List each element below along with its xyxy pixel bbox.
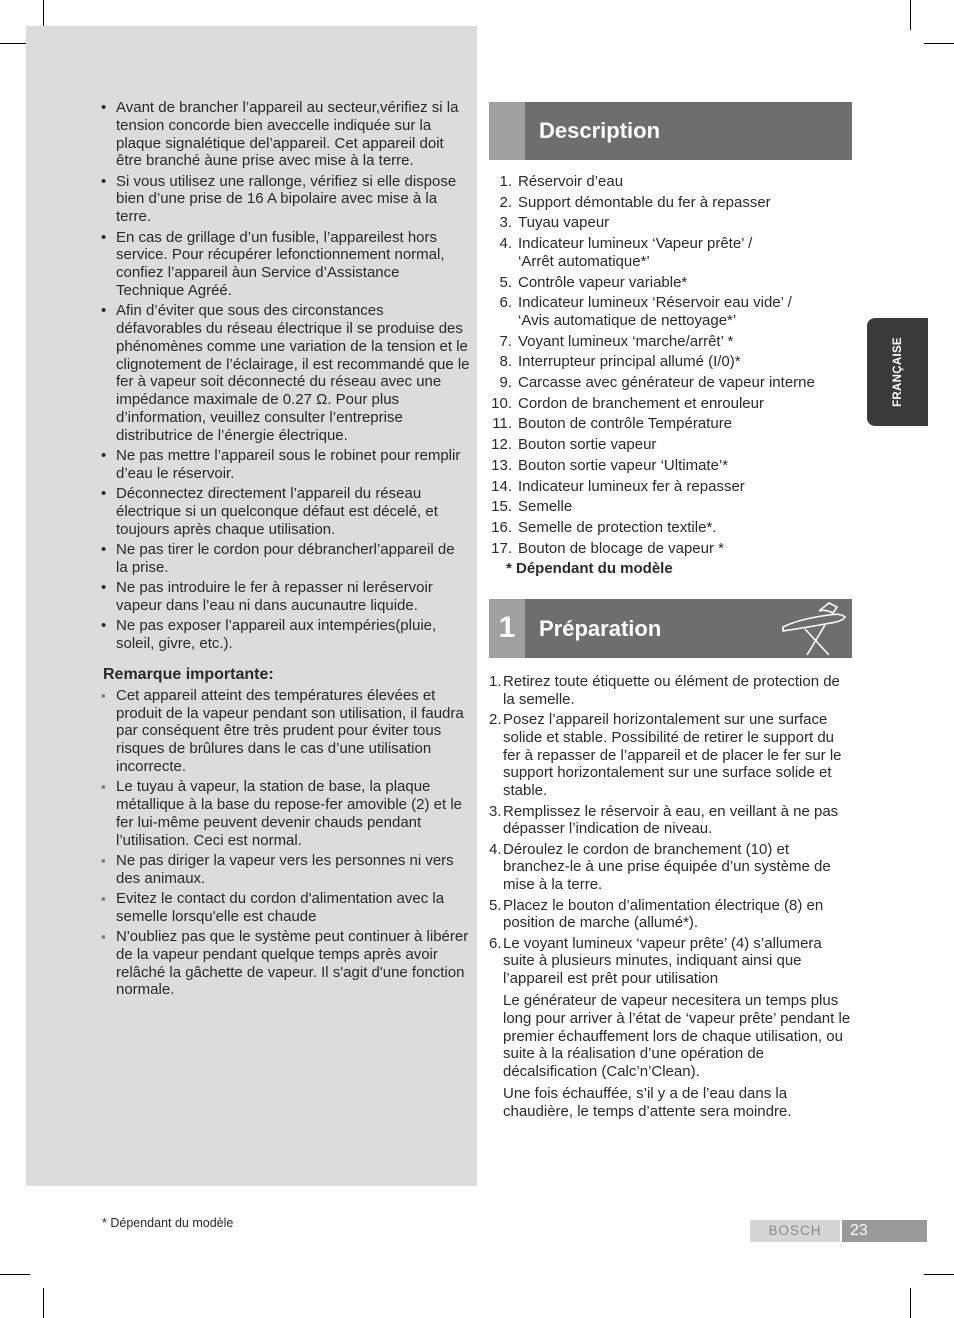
list-item: [489, 415, 852, 433]
item-number: 9.: [499, 374, 512, 392]
brand-label: BOSCH: [750, 1220, 840, 1242]
list-item: ▪ Le tuyau à vapeur, la station de base, la plaque métallique à la base du repose-fer amovible (2) et le fer lui-même peuvent devenir chauds pendant l’utilisation. Ceci est normal.: [100, 778, 470, 849]
list-item: • En cas de grillage d’un fusible, l’appareilest hors service. Pour récupérer lefonctionnement normal, confiez l’appareil àun Service d’Assistance Technique Agréé.: [100, 229, 470, 300]
list-item: [489, 498, 852, 516]
item-number: 2.: [499, 193, 512, 211]
list-item: [489, 294, 852, 330]
list-item: • Ne pas exposer l’appareil aux intempéries(pluie, soleil, givre, etc.).: [100, 617, 470, 653]
item-text: Contrôle vapeur variable*: [518, 273, 688, 291]
list-item: • Ne pas introduire le fer à repasser ni leréservoir vapeur dans l’eau ni dans aucunautre liquide.: [100, 579, 470, 615]
item-number: 1.: [499, 173, 512, 190]
step-text: Remplissez le réservoir à eau, en veillant à ne pas dépasser l’indication de niveau.: [503, 802, 839, 838]
item-number: 7.: [499, 332, 512, 350]
list-item: [489, 274, 852, 292]
description-list: [489, 173, 852, 557]
crop-mark: [924, 1274, 954, 1275]
list-item: [489, 540, 852, 558]
list-item: [489, 673, 852, 709]
item-text: Bouton de blocage de vapeur *: [518, 539, 724, 557]
item-number: 5.: [499, 273, 512, 291]
list-item: [489, 173, 852, 191]
item-text: Carcasse avec générateur de vapeur interne: [518, 374, 815, 392]
item-text: Voyant lumineux ‘marche/arrêt’ *: [518, 332, 734, 350]
crop-mark: [0, 1274, 30, 1275]
item-number: 8.: [499, 353, 512, 371]
list-item: • Déconnectez directement l’appareil du réseau électrique si un quelconque défaut est décelé, et toujours après chaque utilisation.: [100, 485, 470, 538]
list-item: • Avant de brancher l’appareil au secteur,vérifiez si la tension concorde bien aveccelle indiquée sur la plaque signalétique del’appareil. Cet appareil doit être branché àune prise avec mise à la terre.: [100, 99, 470, 170]
item-text: Bouton sortie vapeur ‘Ultimate’*: [518, 456, 729, 474]
item-text: Bouton de contrôle Température: [518, 415, 733, 433]
crop-mark: [43, 1288, 44, 1318]
item-number: 16.: [491, 518, 512, 536]
footnote: * Dépendant du modèle: [102, 1216, 234, 1230]
item-text: Cordon de branchement et enrouleur: [518, 394, 764, 412]
step-number: 3.: [489, 802, 502, 820]
item-text: Semelle de protection textile*.: [518, 518, 717, 536]
crop-mark: [924, 43, 954, 44]
list-item: [489, 235, 852, 271]
item-number: 3.: [499, 214, 512, 232]
preparation-steps: [489, 673, 852, 1121]
item-number: 12.: [491, 436, 512, 454]
step-text: Le voyant lumineux ‘vapeur prête’ (4) s’allumera suite à plusieurs minutes, indiquant ainsi que l’appareil est prêt pour utilisation: [503, 934, 822, 988]
page-footer: [750, 1220, 927, 1242]
list-item: [489, 935, 852, 1121]
list-item: ▪ Ne pas diriger la vapeur vers les personnes ni vers des animaux.: [100, 852, 470, 888]
list-item: [489, 194, 852, 212]
item-number: 6.: [499, 294, 512, 312]
list-item: [489, 803, 852, 839]
item-number: 17.: [491, 539, 512, 557]
list-item: [489, 519, 852, 537]
list-item: ▪ Cet appareil atteint des températures élevées et produit de la vapeur pendant son utilisation, il faudra par conséquent être très prudent pour éviter tous risques de brûlures dans le cas d’une utilisation incorrecte.: [100, 687, 470, 776]
item-number: 4.: [499, 235, 512, 253]
item-number: 13.: [491, 456, 512, 474]
item-text: Réservoir d’eau: [518, 173, 624, 190]
list-item: • Ne pas tirer le cordon pour débrancherl’appareil de la prise.: [100, 541, 470, 577]
description-title: Description: [539, 118, 661, 143]
description-header-tab: [489, 102, 525, 160]
list-item: [489, 214, 852, 232]
item-text: Tuyau vapeur: [518, 214, 610, 232]
list-item: [489, 711, 852, 800]
list-item: [489, 333, 852, 351]
list-item: [489, 841, 852, 894]
item-text: Support démontable du fer à repasser: [518, 193, 771, 211]
list-item: [489, 478, 852, 496]
step-number: 1.: [489, 673, 502, 690]
item-text: Indicateur lumineux fer à repasser: [518, 477, 745, 495]
item-number: 11.: [492, 415, 512, 433]
step-text: Déroulez le cordon de branchement (10) et branchez-le à une prise équipée d’un système de mise à la terre.: [503, 840, 831, 894]
preparation-header: [489, 599, 852, 658]
step-text: Placez le bouton d’alimentation électrique (8) en position de marche (allumé*).: [503, 896, 824, 932]
crop-mark: [910, 0, 911, 30]
model-note: * Dépendant du modèle: [506, 560, 673, 578]
item-number: 14.: [491, 477, 512, 495]
list-item: [489, 395, 852, 413]
item-text: Indicateur lumineux ‘Réservoir eau vide’ / ‘Avis automatique de nettoyage*’: [518, 294, 792, 330]
item-number: 15.: [491, 498, 512, 516]
list-item: ▪ Evitez le contact du cordon d'alimentation avec la semelle lorsqu'elle est chaude: [100, 890, 470, 926]
preparation-number: 1: [489, 599, 525, 658]
step-number: 6.: [489, 934, 502, 952]
preparation-section: [489, 673, 852, 1123]
step-number: 4.: [489, 840, 502, 858]
language-label: FRANÇAISE: [891, 337, 904, 407]
item-text: Semelle: [518, 498, 573, 516]
description-header: [489, 102, 852, 160]
remarque-heading: Remarque importante:: [103, 665, 274, 683]
preparation-title: Préparation: [539, 616, 662, 641]
crop-mark: [910, 1288, 911, 1318]
list-item: [489, 353, 852, 371]
safety-instructions: [100, 99, 470, 1002]
list-item: • Ne pas mettre l’appareil sous le robinet pour remplir d’eau le réservoir.: [100, 447, 470, 483]
item-text: Indicateur lumineux ‘Vapeur prête’ / ‘Arrêt automatique*’: [518, 235, 753, 270]
step-paragraph: Le générateur de vapeur necesitera un temps plus long pour arriver à l’état de ‘vapeur prête’ pendant le premier échauffement lors de chaque utilisation, ou suite à la réalisation d’une opération de décalsification (Calc’n’Clean).: [503, 992, 851, 1081]
item-text: Interrupteur principal allumé (I/0)*: [518, 353, 741, 371]
item-text: Bouton sortie vapeur: [518, 436, 657, 454]
language-tab: [867, 318, 928, 426]
step-number: 2.: [489, 711, 502, 729]
step-text: Retirez toute étiquette ou élément de protection de la semelle.: [503, 673, 840, 708]
description-section: [489, 173, 852, 578]
list-item: • Afin d’éviter que sous des circonstances défavorables du réseau électrique il se produise des phénomènes comme une variation de la tension et le clignotement de l’éclairage, il est recommandé que le fer à vapeur soit déconnecté du réseau avec une impédance maximale de 0.27 Ω. Pour plus d’information, veuillez consulter l’entreprise distributrice de l’énergie électrique.: [100, 302, 470, 444]
step-paragraph: Une fois échauffée, s’il y a de l’eau dans la chaudière, le temps d’attente sera moindre.: [503, 1085, 792, 1120]
list-item: [489, 457, 852, 475]
list-item: [489, 436, 852, 454]
list-item: [489, 897, 852, 933]
page-number: 23: [842, 1220, 927, 1242]
list-item: • Si vous utilisez une rallonge, vérifiez si elle dispose bien d’une prise de 16 A bipolaire avec mise à la terre.: [100, 173, 470, 226]
item-number: 10.: [491, 394, 512, 412]
remarque-list: [100, 687, 470, 1000]
step-number: 5.: [489, 896, 502, 914]
safety-bullet-list: [100, 99, 470, 653]
ironing-board-icon: [779, 601, 849, 657]
step-text: Posez l’appareil horizontalement sur une surface solide et stable. Possibilité de retirer le support du fer à repasser de l’appareil et de placer le fer sur le support horizontalement sur une surface solide et stable.: [503, 711, 842, 800]
list-item: ▪ N'oubliez pas que le système peut continuer à libérer de la vapeur pendant quelque temps après avoir relâché la gâchette de vapeur. Il s'agit d'une fonction normale.: [100, 928, 470, 999]
list-item: [489, 374, 852, 392]
